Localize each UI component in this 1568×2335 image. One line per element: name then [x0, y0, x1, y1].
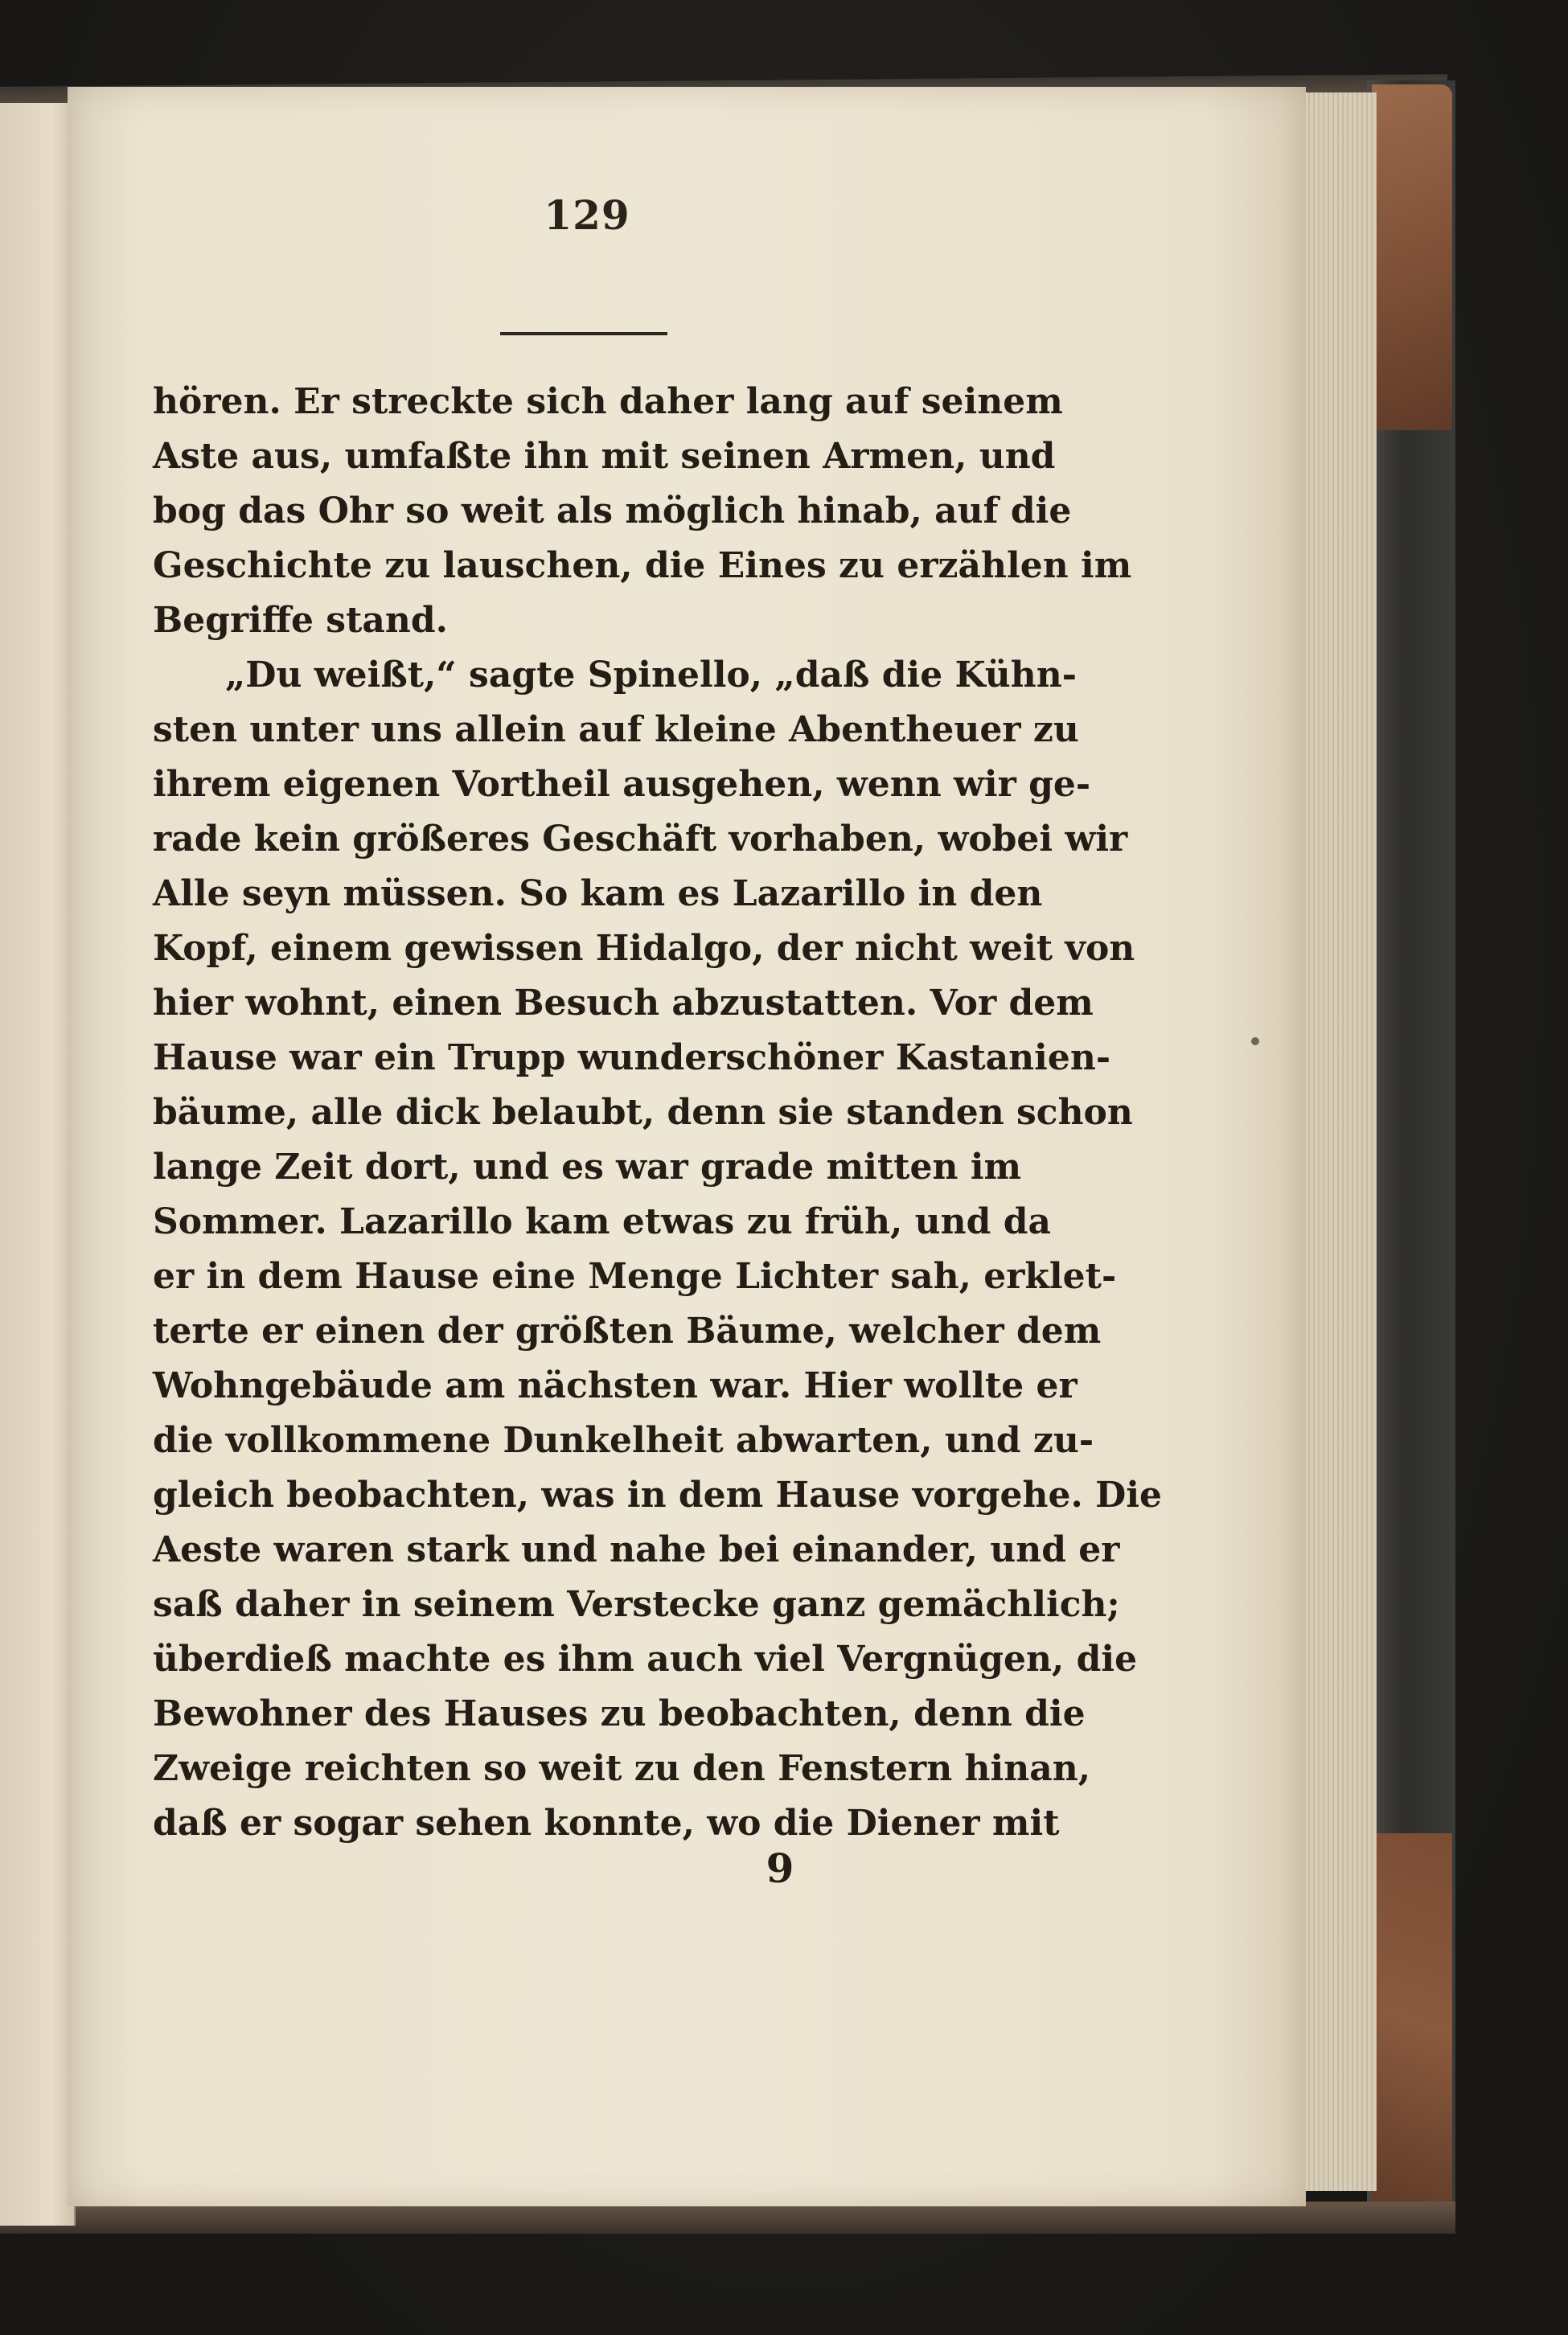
leather-corner-bottom: [1372, 1833, 1452, 2211]
signature-mark: 9: [766, 1845, 794, 1892]
leather-corner-top: [1372, 84, 1452, 430]
text-line: bog das Ohr so weit als möglich hinab, auf die: [153, 490, 1072, 531]
text-line: terte er einen der größten Bäume, welcher dem: [153, 1311, 1102, 1352]
text-line: hier wohnt, einen Besuch abzustatten. Vor dem: [153, 983, 1094, 1024]
text-line: Kopf, einem gewissen Hidalgo, der nicht weit von: [153, 928, 1135, 969]
text-line: Aeste waren stark und nahe bei einander, und er: [153, 1529, 1120, 1570]
text-line: gleich beobachten, was in dem Hause vorgehe. Die: [153, 1475, 1163, 1516]
paper-fleck: [1251, 1037, 1259, 1045]
text-line: Hause war ein Trupp wunderschöner Kastanien-: [153, 1037, 1111, 1078]
text-line: „Du weißt,“ sagte Spinello, „daß die Kühn-: [225, 655, 1077, 696]
header-rule: [500, 332, 667, 335]
text-line: hören. Er streckte sich daher lang auf seinem: [153, 381, 1063, 422]
text-line: die vollkommene Dunkelheit abwarten, und zu-: [153, 1420, 1094, 1461]
book-cover-bottom-edge: [0, 2202, 1455, 2234]
text-line: rade kein größeres Geschäft vorhaben, wobei wir: [153, 819, 1128, 860]
text-line: überdieß machte es ihm auch viel Vergnügen, die: [153, 1639, 1138, 1680]
text-line: saß daher in seinem Verstecke ganz gemächlich;: [153, 1584, 1120, 1625]
page-stack-edges: [1295, 92, 1377, 2191]
page-number: 129: [544, 191, 630, 239]
facing-page-edge: [0, 103, 76, 2226]
text-line: Sommer. Lazarillo kam etwas zu früh, und da: [153, 1201, 1051, 1242]
body-text: [153, 375, 1163, 1851]
text-line: er in dem Hause eine Menge Lichter sah, erklet-: [153, 1256, 1117, 1297]
text-line: Aste aus, umfaßte ihn mit seinen Armen, und: [153, 436, 1056, 477]
text-line: Bewohner des Hauses zu beobachten, denn die: [153, 1693, 1086, 1734]
text-line: lange Zeit dort, und es war grade mitten im: [153, 1147, 1022, 1188]
text-line: Zweige reichten so weit zu den Fenstern hinan,: [153, 1748, 1091, 1789]
text-line: bäume, alle dick belaubt, denn sie standen schon: [153, 1092, 1133, 1133]
text-line: Alle seyn müssen. So kam es Lazarillo in den: [153, 873, 1043, 914]
text-line: Begriffe stand.: [153, 600, 448, 641]
text-line: Wohngebäude am nächsten war. Hier wollte er: [153, 1365, 1077, 1406]
text-line: Geschichte zu lauschen, die Eines zu erzählen im: [153, 545, 1132, 586]
text-line: sten unter uns allein auf kleine Abentheuer zu: [153, 709, 1079, 750]
text-line: daß er sogar sehen konnte, wo die Diener mit: [153, 1803, 1060, 1844]
text-line: ihrem eigenen Vortheil ausgehen, wenn wir ge-: [153, 764, 1091, 805]
